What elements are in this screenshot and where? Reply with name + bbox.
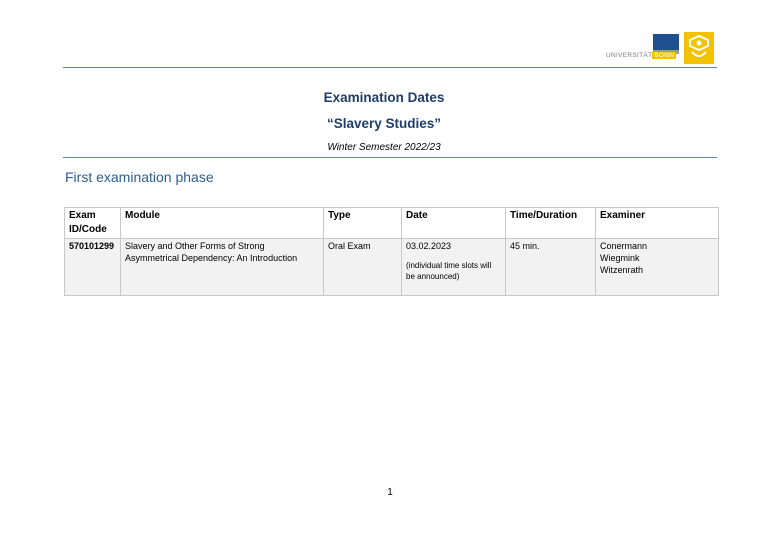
column-header-exam-id: Exam ID/Code bbox=[65, 208, 121, 239]
column-header-duration: Time/Duration bbox=[506, 208, 596, 239]
exam-table bbox=[64, 207, 719, 296]
cell-module: Slavery and Other Forms of Strong Asymmetrical Dependency: An Introduction bbox=[121, 239, 324, 296]
cell-examiner bbox=[596, 239, 719, 296]
cell-exam-code: 570101299 bbox=[65, 239, 121, 296]
logo-text-right: BONN bbox=[654, 52, 675, 59]
page-number: 1 bbox=[387, 487, 393, 498]
semester-label: Winter Semester 2022/23 bbox=[327, 142, 441, 153]
cell-date bbox=[402, 239, 506, 296]
cell-duration: 45 min. bbox=[506, 239, 596, 296]
header-rule bbox=[63, 67, 717, 68]
logo-blue-block bbox=[653, 34, 679, 50]
university-seal-icon bbox=[684, 32, 714, 64]
date-value: 03.02.2023 bbox=[406, 241, 452, 251]
column-header-module: Module bbox=[121, 208, 324, 239]
title-rule bbox=[63, 157, 717, 158]
table-header-row bbox=[65, 208, 719, 239]
examiner-name: Conermann bbox=[600, 241, 648, 251]
logo-wordmark bbox=[606, 52, 676, 59]
examiner-name: Witzenrath bbox=[600, 265, 644, 275]
page-title: Examination Dates bbox=[323, 90, 445, 105]
page-subtitle: “Slavery Studies” bbox=[326, 116, 442, 131]
examiner-name: Wiegmink bbox=[600, 253, 640, 263]
date-note: (individual time slots will be announced) bbox=[406, 261, 492, 281]
cell-type: Oral Exam bbox=[324, 239, 402, 296]
phase-heading: First examination phase bbox=[65, 169, 214, 185]
university-logo bbox=[606, 32, 716, 66]
column-header-date: Date bbox=[402, 208, 506, 239]
column-header-type: Type bbox=[324, 208, 402, 239]
table-row bbox=[65, 239, 719, 296]
logo-text-left: UNIVERSITÄT bbox=[606, 52, 653, 59]
column-header-examiner: Examiner bbox=[596, 208, 719, 239]
